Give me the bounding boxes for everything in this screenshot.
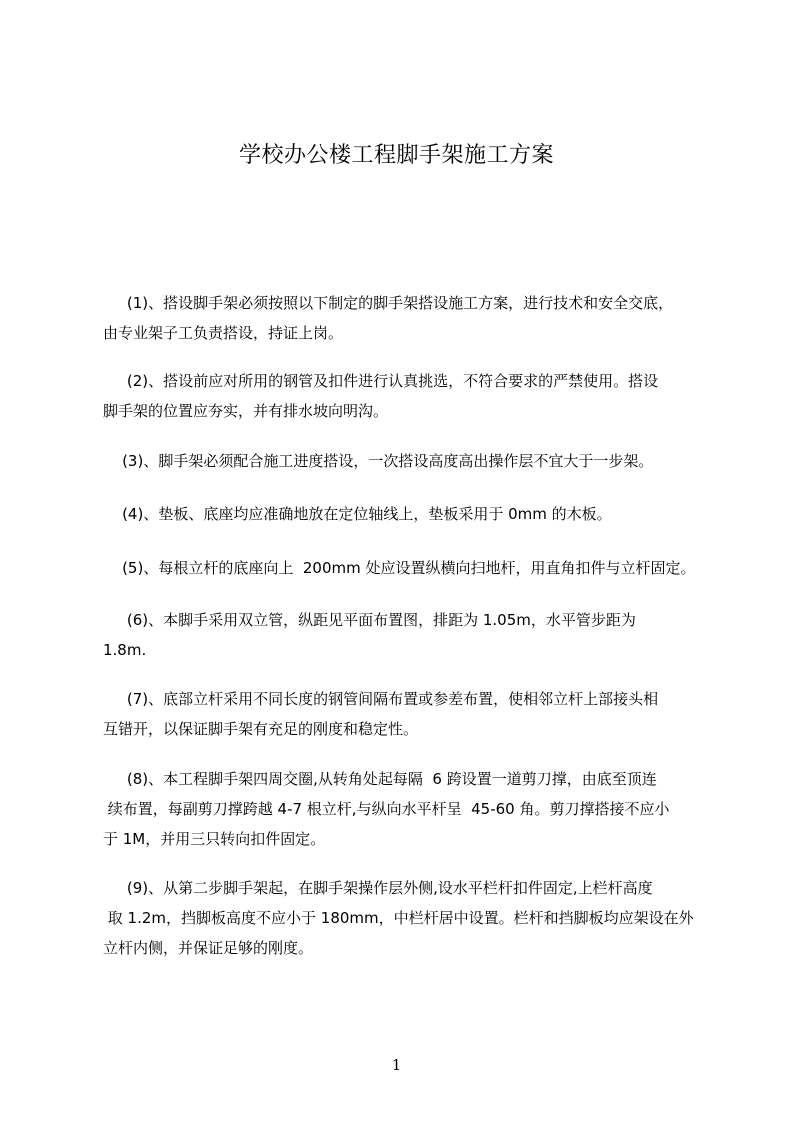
paragraph-line: (6)、本脚手采用双立管，纵距见平面布置图，排距为 1.05m，水平管步距为 — [103, 611, 636, 629]
paragraph-line: 续布置，每副剪刀撑跨越 4-7 根立杆,与纵向水平杆呈 45-60 角。剪刀撑搭接不应小 — [103, 800, 670, 818]
paragraph-line: (8)、本工程脚手架四周交圈,从转角处起每隔 6 跨设置一道剪刀撑，由底至顶连 — [103, 770, 657, 788]
page-number: 1 — [391, 1056, 402, 1074]
paragraph-7 — [103, 684, 723, 744]
paragraph-line: (9)、从第二步脚手架起，在脚手架操作层外侧,设水平栏杆扣件固定,上栏杆高度 — [103, 879, 653, 897]
paragraph-line: (7)、底部立杆采用不同长度的钢管间隔布置或参差布置，使相邻立杆上部接头相 — [103, 690, 659, 708]
paragraph-9 — [103, 873, 723, 963]
paragraph-1 — [103, 288, 723, 348]
paragraph-line: 1.8m. — [103, 641, 147, 659]
paragraph-5 — [103, 553, 723, 583]
paragraph-line: (4)、垫板、底座均应准确地放在定位轴线上，垫板采用于 0mm 的木板。 — [103, 505, 612, 523]
paragraph-line: 脚手架的位置应夯实，并有排水坡向明沟。 — [103, 402, 389, 420]
paragraph-line: (2)、搭设前应对所用的钢管及扣件进行认真挑选，不符合要求的严禁使用。搭设 — [103, 372, 659, 390]
paragraph-4 — [103, 499, 723, 529]
paragraph-line: 于 1M，并用三只转向扣件固定。 — [103, 830, 326, 848]
paragraph-2 — [103, 366, 723, 426]
page-title: 学校办公楼工程脚手架施工方案 — [238, 143, 554, 168]
paragraph-6 — [103, 605, 723, 665]
paragraph-line: 立杆内侧，并保证足够的刚度。 — [103, 939, 314, 957]
paragraph-line: 互错开，以保证脚手架有充足的刚度和稳定性。 — [103, 720, 419, 738]
paragraph-8 — [103, 764, 723, 854]
paragraph-line: (5)、每根立杆的底座向上 200mm 处应设置纵横向扫地杆，用直角扣件与立杆固定。 — [103, 559, 696, 577]
paragraph-line: 取 1.2m，挡脚板高度不应小于 180mm，中栏杆居中设置。栏杆和挡脚板均应架设在外 — [103, 909, 694, 927]
paragraph-3 — [103, 446, 723, 476]
paragraph-line: (3)、脚手架必须配合施工进度搭设，一次搭设高度高出操作层不宜大于一步架。 — [103, 452, 654, 470]
paragraph-line: (1)、搭设脚手架必须按照以下制定的脚手架搭设施工方案，进行技术和安全交底， — [103, 294, 674, 312]
paragraph-line: 由专业架子工负责搭设，持证上岗。 — [103, 324, 344, 342]
